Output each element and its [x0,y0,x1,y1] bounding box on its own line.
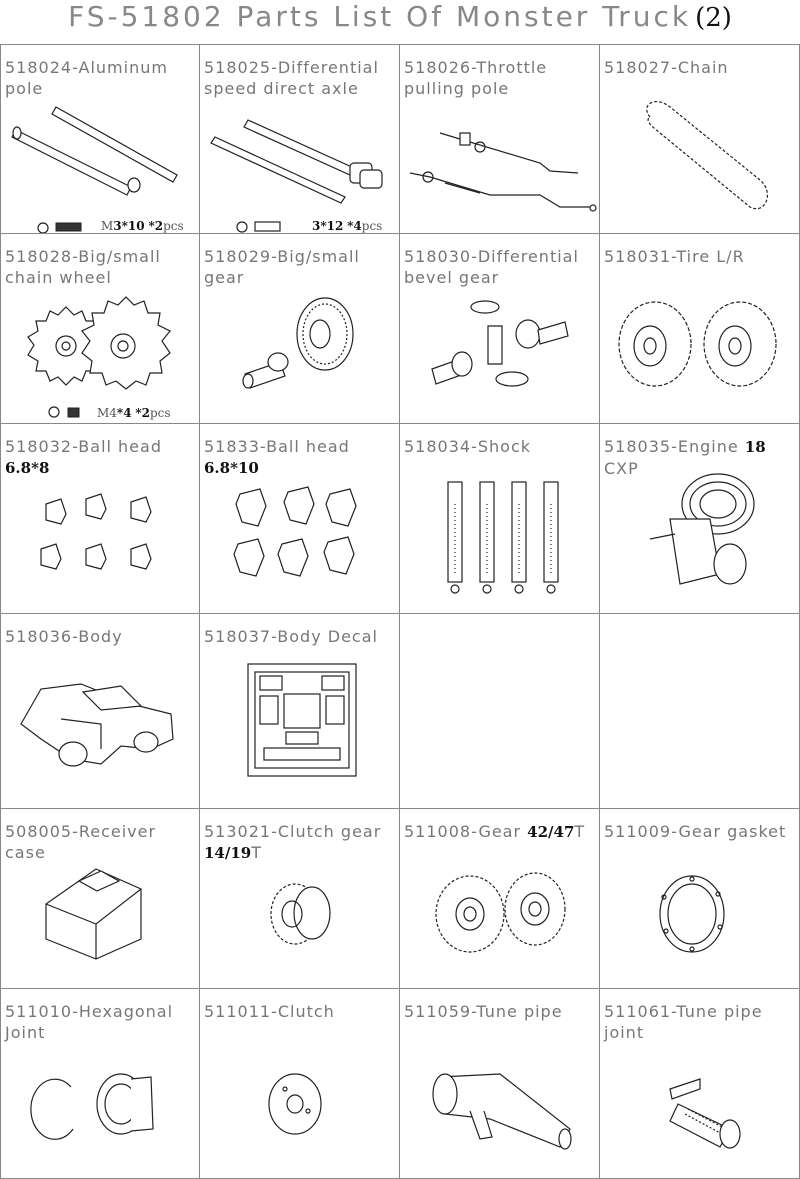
part-label: 511008-Gear 42/47T [404,822,586,841]
part-cell-differential-axle [200,44,400,234]
gear-gasket-illustration [600,809,800,989]
clutch-illustration [200,989,400,1179]
part-label: 511009-Gear gasket [604,822,787,841]
tire-illustration [600,234,800,424]
part-cell-tune-pipe [400,989,600,1179]
part-label: 518037-Body Decal [204,627,378,646]
receiver-case-illustration [1,809,200,989]
part-cell-empty-2 [600,614,800,809]
title-text: FS-51802 Parts List Of Monster Truck [68,0,692,33]
differential-axle-note: 3*12 *4pcs [312,219,383,233]
part-label: 513021-Clutch gear 14/19T [204,822,382,862]
part-cell-empty-1 [400,614,600,809]
part-cell-clutch [200,989,400,1179]
chain-illustration [600,45,800,234]
aluminum-pole-illustration [1,45,200,234]
part-cell-chain-wheel [0,234,200,424]
part-label: 518034-Shock [404,437,531,456]
clutch-gear-illustration [200,809,400,989]
part-cell-receiver-case [0,809,200,989]
part-label: 511010-Hexagonal Joint [5,1002,180,1042]
shock-illustration [400,424,600,614]
engine-illustration [600,424,800,614]
part-cell-shock [400,424,600,614]
part-cell-body-decal [200,614,400,809]
part-cell-big-small-gear [200,234,400,424]
part-cell-tire [600,234,800,424]
chain-wheel-note: M4*4 *2pcs [97,406,171,420]
part-cell-aluminum-pole [0,44,200,234]
part-label: 51833-Ball head 6.8*10 [204,437,350,477]
body-decal-illustration [200,614,400,809]
body-illustration [1,614,200,809]
ball-head-68x10-illustration [200,424,400,614]
aluminum-pole-note: M3*10 *2pcs [101,219,184,233]
part-label: 511061-Tune pipe joint [604,1002,769,1042]
part-label: 518028-Big/small chain wheel [5,247,167,287]
differential-axle-illustration [200,45,400,234]
parts-grid [0,44,800,1179]
page-title [0,0,800,44]
gear-illustration [400,809,600,989]
part-label: 518031-Tire L/R [604,247,745,266]
part-label: 511059-Tune pipe [404,1002,563,1021]
part-cell-tune-pipe-joint [600,989,800,1179]
tune-pipe-illustration [400,989,600,1179]
part-cell-gear [400,809,600,989]
part-label: 518027-Chain [604,58,729,77]
bevel-gear-illustration [400,234,600,424]
part-label: 518029-Big/small gear [204,247,366,287]
tune-pipe-joint-illustration [600,989,800,1179]
part-cell-body [0,614,200,809]
part-label: 508005-Receiver case [5,822,163,862]
part-cell-bevel-gear [400,234,600,424]
part-label: 511011-Clutch [204,1002,335,1021]
part-label: 518024-Aluminum pole [5,58,175,98]
part-cell-engine [600,424,800,614]
part-label: 518036-Body [5,627,123,646]
chain-wheel-illustration [1,234,200,424]
part-label: 518026-Throttle pulling pole [404,58,554,98]
part-label: 518032-Ball head 6.8*8 [5,437,162,477]
part-cell-hex-joint [0,989,200,1179]
hex-joint-illustration [1,989,200,1179]
part-cell-ball-head-68x8 [0,424,200,614]
part-cell-throttle-pole [400,44,600,234]
page-number: (2) [695,3,732,33]
ball-head-68x8-illustration [1,424,200,614]
part-cell-chain [600,44,800,234]
big-small-gear-illustration [200,234,400,424]
part-label: 518035-Engine 18 CXP [604,437,772,478]
part-cell-gear-gasket [600,809,800,989]
part-cell-clutch-gear [200,809,400,989]
part-cell-ball-head-68x10 [200,424,400,614]
part-label: 518030-Differential bevel gear [404,247,585,287]
throttle-pole-illustration [400,45,600,234]
part-label: 518025-Differential speed direct axle [204,58,385,98]
